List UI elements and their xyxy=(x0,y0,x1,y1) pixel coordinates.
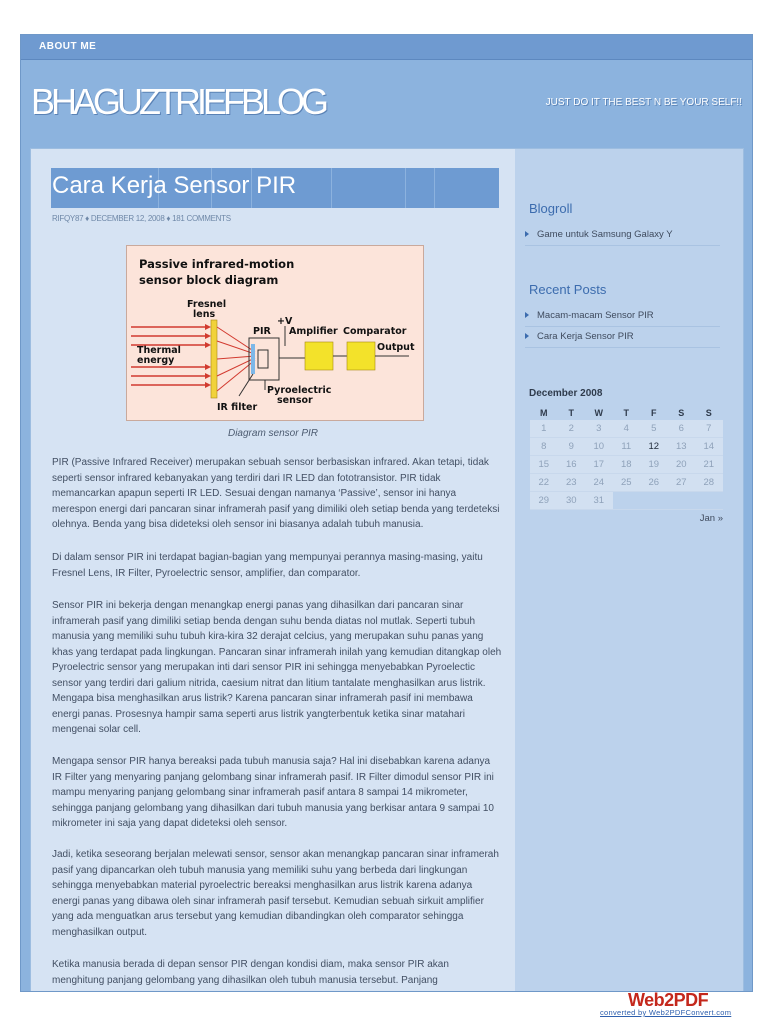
calendar-day: 8 xyxy=(530,438,558,456)
bullet-arrow-icon xyxy=(525,231,529,237)
ir-filter-shape xyxy=(251,344,255,374)
calendar-day[interactable]: 12 xyxy=(640,438,668,456)
title-bar-divider xyxy=(434,168,435,208)
post-paragraph: Di dalam sensor PIR ini terdapat bagian-bagian yang mempunyai perannya masing-masing, yaitu Fresnel Lens, IR Filter, Pyroelectric sensor, amplifier, dan comparator. xyxy=(52,552,483,579)
calendar-day: 4 xyxy=(613,420,641,438)
figure-caption: Diagram sensor PIR xyxy=(227,428,319,439)
calendar-day: 18 xyxy=(613,456,641,474)
calendar-week xyxy=(530,456,723,474)
weekday: M xyxy=(540,407,548,418)
calendar-empty-cell xyxy=(668,492,696,510)
comparator-block xyxy=(347,342,375,370)
content-area xyxy=(30,148,744,992)
blogroll-link-label: Game untuk Samsung Galaxy Y xyxy=(537,229,673,240)
calendar-day: 16 xyxy=(558,456,586,474)
divider xyxy=(525,326,720,327)
weekday: S xyxy=(678,407,685,418)
amplifier-block xyxy=(305,342,333,370)
calendar-day: 17 xyxy=(585,456,613,474)
post-paragraph: Mengapa sensor PIR hanya bereaksi pada tubuh manusia saja? Hal ini disebabkan karena adanya IR Filter yang menyaring panjang gelombang sinar inframerah pasif. IR Filter dimodul sensor PIR ini mampu menyaring panjang gelombang sinar inframerah pasif antara 8 sampai 14 mikrometer, sehingga panjang gelombang yang dihasilkan dari tubuh manusia yang berkisar antara 9 sampai 10 mikrometer ini saja yang dapat dideteksi oleh sensor. xyxy=(52,756,494,829)
fresnel-label-1: Fresnel xyxy=(187,299,227,310)
calendar-week xyxy=(530,492,723,510)
web2pdf-logo: Web2PDF xyxy=(628,990,709,1010)
calendar-day: 6 xyxy=(668,420,696,438)
recent-posts-heading: Recent Posts xyxy=(529,282,607,297)
weekday: W xyxy=(594,407,603,418)
calendar-day: 15 xyxy=(530,456,558,474)
fresnel-label-2: lens xyxy=(193,309,216,320)
calendar-day: 11 xyxy=(613,438,641,456)
calendar-day: 31 xyxy=(585,492,613,510)
pir-block-diagram xyxy=(126,245,424,421)
calendar-title: December 2008 xyxy=(529,388,603,399)
recent-post-link[interactable] xyxy=(525,310,732,321)
calendar-day: 2 xyxy=(558,420,586,438)
post-paragraph: Jadi, ketika seseorang berjalan melewati sensor, sensor akan menangkap pancaran sinar inframerah pasif yang dipancarkan oleh tubuh manusia yang memiliki suhu yang berbeda dari lingkungan sehingga menyebabkan material pyroelectric bereaksi menghasilkan arus listrik karena adanya energi panas yang dibawa oleh sinar inframerah pasif tersebut. Kemudian sebuah sirkuit amplifier yang ada menguatkan arus tersebut yang kemudian dibandingkan oleh comparator sehingga menghasilkan output. xyxy=(52,849,499,938)
post-title[interactable]: Cara Kerja Sensor PIR xyxy=(52,172,297,199)
weekday: T xyxy=(568,407,574,418)
calendar-day: 26 xyxy=(640,474,668,492)
diagram-heading-2: sensor block diagram xyxy=(139,273,279,287)
calendar xyxy=(530,405,723,510)
weekday: S xyxy=(705,407,712,418)
recent-post-link[interactable] xyxy=(525,331,732,342)
calendar-day: 1 xyxy=(530,420,558,438)
nav-about-link[interactable]: ABOUT ME xyxy=(39,41,97,52)
divider xyxy=(525,245,720,246)
plusv-label: +V xyxy=(277,316,293,327)
output-label: Output xyxy=(377,342,415,353)
calendar-day: 5 xyxy=(640,420,668,438)
recent-post-label: Macam-macam Sensor PIR xyxy=(537,310,654,321)
calendar-day: 20 xyxy=(668,456,696,474)
calendar-day: 9 xyxy=(558,438,586,456)
web2pdf-badge xyxy=(600,990,752,1020)
post-paragraph: Ketika manusia berada di depan sensor PIR dengan kondisi diam, maka sensor PIR akan menghitung panjang gelombang yang dihasilkan oleh tubuh manusia tersebut. Panjang xyxy=(52,959,449,986)
calendar-day: 27 xyxy=(668,474,696,492)
pir-label: PIR xyxy=(253,326,271,337)
fresnel-lens-shape xyxy=(211,320,217,398)
calendar-day: 3 xyxy=(585,420,613,438)
blog-frame xyxy=(20,34,753,992)
calendar-empty-cell xyxy=(640,492,668,510)
calendar-week xyxy=(530,474,723,492)
calendar-day: 29 xyxy=(530,492,558,510)
calendar-weekdays xyxy=(530,405,723,420)
title-bar-divider xyxy=(405,168,406,208)
calendar-week xyxy=(530,420,723,438)
main-column xyxy=(31,149,515,992)
calendar-next-link[interactable]: Jan » xyxy=(699,513,723,524)
blog-title[interactable]: BHAGUZTRIEFBLOG xyxy=(31,81,326,122)
blogroll-link[interactable] xyxy=(525,229,732,240)
web2pdf-link[interactable]: converted by Web2PDFConvert.com xyxy=(600,1008,732,1017)
post-paragraph: PIR (Passive Infrared Receiver) merupakan sebuah sensor berbasiskan infrared. Akan tetapi, tidak seperti sensor infrared kebanyakan yang terdiri dari IR LED dan fototransistor. PIR tidak memancarkan apapun seperti IR LED. Sesuai dengan namanya ‘Passive’, sensor ini hanya merespon energi dari pancaran sinar inframerah pasif yang dimiliki oleh setiap benda yang terdeteksi olehnya. Benda yang bisa dideteksi oleh sensor ini biasanya adalah tubuh manusia. xyxy=(52,457,500,530)
blogroll-heading: Blogroll xyxy=(529,201,573,216)
recent-post-label: Cara Kerja Sensor PIR xyxy=(537,331,634,342)
calendar-empty-cell xyxy=(613,492,641,510)
amplifier-label: Amplifier xyxy=(289,326,338,337)
thermal-label-1: Thermal xyxy=(137,345,181,356)
calendar-day: 21 xyxy=(695,456,723,474)
calendar-day: 25 xyxy=(613,474,641,492)
post-meta: RIFQY87 ♦ DECEMBER 12, 2008 ♦ 181 COMMENTS xyxy=(52,214,231,223)
calendar-day: 10 xyxy=(585,438,613,456)
comparator-label: Comparator xyxy=(343,326,407,337)
calendar-body xyxy=(530,420,723,510)
weekday: T xyxy=(623,407,629,418)
diagram-svg xyxy=(127,246,423,420)
calendar-day: 14 xyxy=(695,438,723,456)
irfilter-label: IR filter xyxy=(217,402,258,413)
bullet-arrow-icon xyxy=(525,333,529,339)
calendar-day: 13 xyxy=(668,438,696,456)
pyroelectric-element xyxy=(258,350,268,368)
calendar-day: 28 xyxy=(695,474,723,492)
calendar-day: 19 xyxy=(640,456,668,474)
diagram-heading-1: Passive infrared-motion xyxy=(139,257,295,271)
divider xyxy=(525,347,720,348)
calendar-week xyxy=(530,438,723,456)
weekday: F xyxy=(651,407,657,418)
calendar-day: 30 xyxy=(558,492,586,510)
top-nav xyxy=(21,35,752,60)
pyro-label-2: sensor xyxy=(277,395,313,406)
pyro-label-1: Pyroelectric xyxy=(267,385,332,396)
calendar-empty-cell xyxy=(695,492,723,510)
thermal-label-2: energy xyxy=(137,355,175,366)
bullet-arrow-icon xyxy=(525,312,529,318)
post-paragraph: Sensor PIR ini bekerja dengan menangkap energi panas yang dihasilkan dari pancaran sinar inframerah pasif yang dimiliki setiap benda dengan suhu benda diatas nol mutlak. Seperti tubuh manusia yang memiliki suhu tubuh kira-kira 32 derajat celcius, yang merupakan suhu panas yang khas yang terdapat pada lingkungan. Pancaran sinar inframerah inilah yang kemudian ditangkap oleh Pyroelectric sensor yang merupakan inti dari sensor PIR ini sehingga menyebabkan Pyroelectic sensor yang terdiri dari galium nitrida, caesium nitrat dan litium tantalate menghasilkan arus listrik. Mengapa bisa menghasilkan arus listrik? Karena pancaran sinar inframerah pasif ini membawa energi panas. Prosesnya hampir sama seperti arus listrik yangterbentuk ketika sinar matahari mengenai solar cell. xyxy=(52,600,502,735)
calendar-day: 24 xyxy=(585,474,613,492)
title-bar-divider xyxy=(331,168,332,208)
calendar-day: 23 xyxy=(558,474,586,492)
sidebar xyxy=(515,149,743,992)
calendar-day: 22 xyxy=(530,474,558,492)
blog-tagline: JUST DO IT THE BEST N BE YOUR SELF!! xyxy=(545,97,742,108)
calendar-day: 7 xyxy=(695,420,723,438)
